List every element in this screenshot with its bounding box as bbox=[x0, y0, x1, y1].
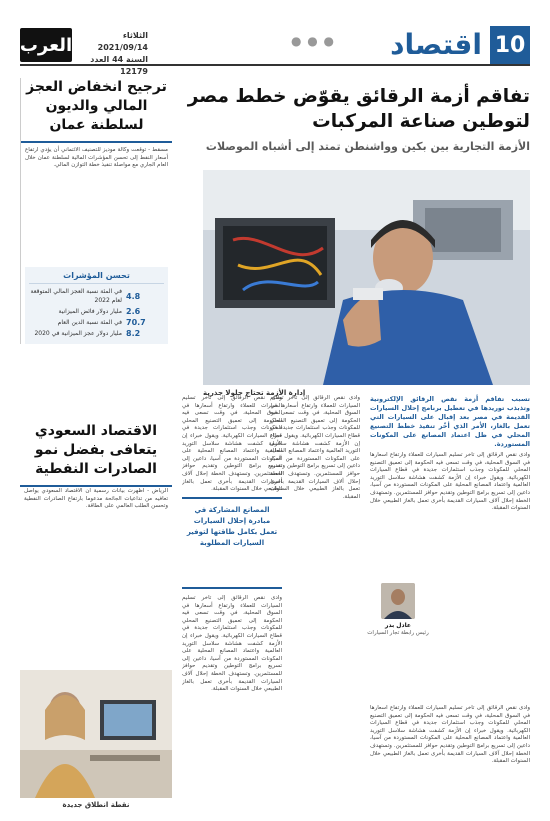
quoted-person bbox=[366, 580, 430, 700]
indicator-row bbox=[29, 287, 164, 305]
worker-assembly-illustration bbox=[203, 170, 530, 385]
person-name: عادل بدر bbox=[385, 622, 411, 629]
indicator-label: مليار دولار فائض الميزانية bbox=[58, 308, 122, 315]
indicator-label: مليار دولار عجز الميزانية في 2020 bbox=[34, 330, 122, 337]
oman-body: مسقط - توقعت وكالة موديز للتصنيف الائتماني أن يؤدي ارتفاع أسعار النفط إلى تحسن المؤشرات المالية لسلطنة عمان خلال العام الجاري مع مواصلة تنفيذ خطة التوازن المالي. bbox=[25, 147, 168, 169]
section-divider-icon: ● ● ● bbox=[290, 34, 335, 48]
indicators-title: تحسن المؤشرات bbox=[29, 271, 164, 284]
lead-paragraph: تسبب تفاقم أزمة نقص الرقائق الإلكترونية وتذبذب توريدها في تعطيل برنامج إحلال السيارات القديمة في مصر بعد إقبال على السيارات التي تعمل بالغاز، الأمر الذي أخّر تنفيذ خطط التصنيع المحلي في ظل اعتماد المصانع على المكونات المستوردة. bbox=[370, 395, 530, 448]
page-number: 10 bbox=[490, 26, 530, 64]
main-photo-caption: إدارة الأزمة تحتاج حلولا جذرية bbox=[203, 389, 306, 397]
main-headline: تفاقم أزمة الرقائق يقوّض خطط مصر لتوطين صناعة المركبات bbox=[187, 86, 530, 132]
issue-text: السنة 44 العدد 12179 bbox=[90, 55, 148, 76]
person-photo bbox=[381, 583, 415, 619]
indicator-label: في المئة نسبة العجز المالي المتوقعة لعام 2022 bbox=[30, 288, 122, 304]
saudi-headline: الاقتصاد السعودي يتعافى بفضل نمو الصادرات النفطية bbox=[20, 422, 172, 487]
article-column-1b: وأدى نقص الرقائق إلى تأخر تسليم السيارات للعملاء وارتفاع أسعارها في السوق المحلية، في وقت تسعى فيه الحكومة إلى تعميق التصنيع المحلي للمكونات وجذب استثمارات جديدة في قطاع السيارات الكهربائية. ويقول خبراء إن الأزمة كشفت هشاشة سلاسل التوريد العالمية واعتماد المصانع المحلية على المكونات المستوردة من آسيا، داعين إلى تسريع برامج التوطين وتقديم حوافز للمستثمرين. وتستهدف الخطة إحلال آلاف السيارات القديمة بأخرى تعمل بالغاز الطبيعي خلال السنوات المقبلة. bbox=[370, 705, 530, 765]
dateline bbox=[78, 30, 148, 78]
section-title: اقتصاد bbox=[390, 28, 482, 61]
saudi-photo bbox=[20, 670, 172, 798]
article-column-1a: وأدى نقص الرقائق إلى تأخر تسليم السيارات للعملاء وارتفاع أسعارها في السوق المحلية، في وقت تسعى فيه الحكومة إلى تعميق التصنيع المحلي للمكونات وجذب استثمارات جديدة في قطاع السيارات الكهربائية. ويقول خبراء إن الأزمة كشفت هشاشة سلاسل التوريد العالمية واعتماد المصانع المحلية على المكونات المستوردة من آسيا، داعين إلى تسريع برامج التوطين وتقديم حوافز للمستثمرين. وتستهدف الخطة إحلال آلاف السيارات القديمة بأخرى تعمل بالغاز الطبيعي خلال السنوات المقبلة. bbox=[370, 452, 530, 512]
woman-at-desk-illustration bbox=[20, 670, 172, 798]
person-role: رئيس رابطة تجار السيارات bbox=[367, 630, 429, 636]
indicator-row bbox=[29, 318, 164, 327]
article-column-3a: وأدى نقص الرقائق إلى تأخر تسليم السيارات للعملاء وارتفاع أسعارها في السوق المحلية، في وقت تسعى فيه الحكومة إلى تعميق التصنيع المحلي للمكونات وجذب استثمارات جديدة في قطاع السيارات الكهربائية. ويقول خبراء إن الأزمة كشفت هشاشة سلاسل التوريد العالمية واعتماد المصانع المحلية على المكونات المستوردة من آسيا، داعين إلى تسريع برامج التوطين وتقديم حوافز للمستثمرين. وتستهدف الخطة إحلال آلاف السيارات القديمة بأخرى تعمل بالغاز الطبيعي خلال السنوات المقبلة. bbox=[182, 395, 282, 493]
indicator-value: 70.7 bbox=[126, 318, 146, 327]
date-text: الثلاثاء 2021/09/14 bbox=[97, 31, 148, 52]
main-subheadline: الأزمة التجارية بين بكين وواشنطن تمتد إلى أشباه الموصلات bbox=[205, 140, 530, 153]
article-column-3b: وأدى نقص الرقائق إلى تأخر تسليم السيارات للعملاء وارتفاع أسعارها في السوق المحلية، في وقت تسعى فيه الحكومة إلى تعميق التصنيع المحلي للمكونات وجذب استثمارات جديدة في قطاع السيارات الكهربائية. ويقول خبراء إن الأزمة كشفت هشاشة سلاسل التوريد العالمية واعتماد المصانع المحلية على المكونات المستوردة من آسيا، داعين إلى تسريع برامج التوطين وتقديم حوافز للمستثمرين. وتستهدف الخطة إحلال آلاف السيارات القديمة بأخرى تعمل بالغاز الطبيعي خلال السنوات المقبلة. bbox=[182, 595, 282, 693]
oman-headline: ترجيح انخفاض العجز المالي والديون لسلطنة عمان bbox=[21, 78, 172, 143]
saudi-photo-caption: نقطة انطلاق جديدة bbox=[62, 801, 130, 809]
person-portrait-icon bbox=[381, 583, 415, 619]
oman-sidebar bbox=[20, 78, 172, 344]
main-photo bbox=[203, 170, 530, 385]
indicator-value: 8.2 bbox=[126, 329, 141, 338]
indicator-value: 4.8 bbox=[126, 291, 141, 301]
saudi-body: الرياض - أظهرت بيانات رسمية أن الاقتصاد السعودي يواصل تعافيه من تداعيات الجائحة مدعوما بارتفاع الصادرات النفطية وتحسن الطلب العالمي على الطاقة. bbox=[24, 488, 168, 510]
indicators-box bbox=[25, 267, 168, 344]
newspaper-logo: العرب bbox=[20, 28, 72, 62]
pull-quote: المصانع المشاركة في مبادرة إحلال السيارات تعمل بكامل طاقتها لتوفير السيارات المطلوبة bbox=[182, 497, 282, 589]
indicator-value: 2.6 bbox=[126, 307, 141, 316]
indicator-row bbox=[29, 307, 164, 316]
indicator-label: في المئة نسبة الدين العام bbox=[57, 319, 122, 326]
indicator-row bbox=[29, 329, 164, 338]
article-column-2: وأدى نقص الرقائق إلى تأخر تسليم السيارات للعملاء وارتفاع أسعارها في السوق المحلية، في وقت تسعى فيه الحكومة إلى تعميق التصنيع المحلي للمكونات وجذب استثمارات جديدة في قطاع السيارات الكهربائية. ويقول خبراء إن الأزمة كشفت هشاشة سلاسل التوريد العالمية واعتماد المصانع المحلية على المكونات المستوردة من آسيا، داعين إلى تسريع برامج التوطين وتقديم حوافز للمستثمرين. وتستهدف الخطة إحلال آلاف السيارات القديمة بأخرى تعمل بالغاز الطبيعي خلال السنوات المقبلة. bbox=[270, 395, 360, 500]
masthead bbox=[19, 26, 530, 76]
